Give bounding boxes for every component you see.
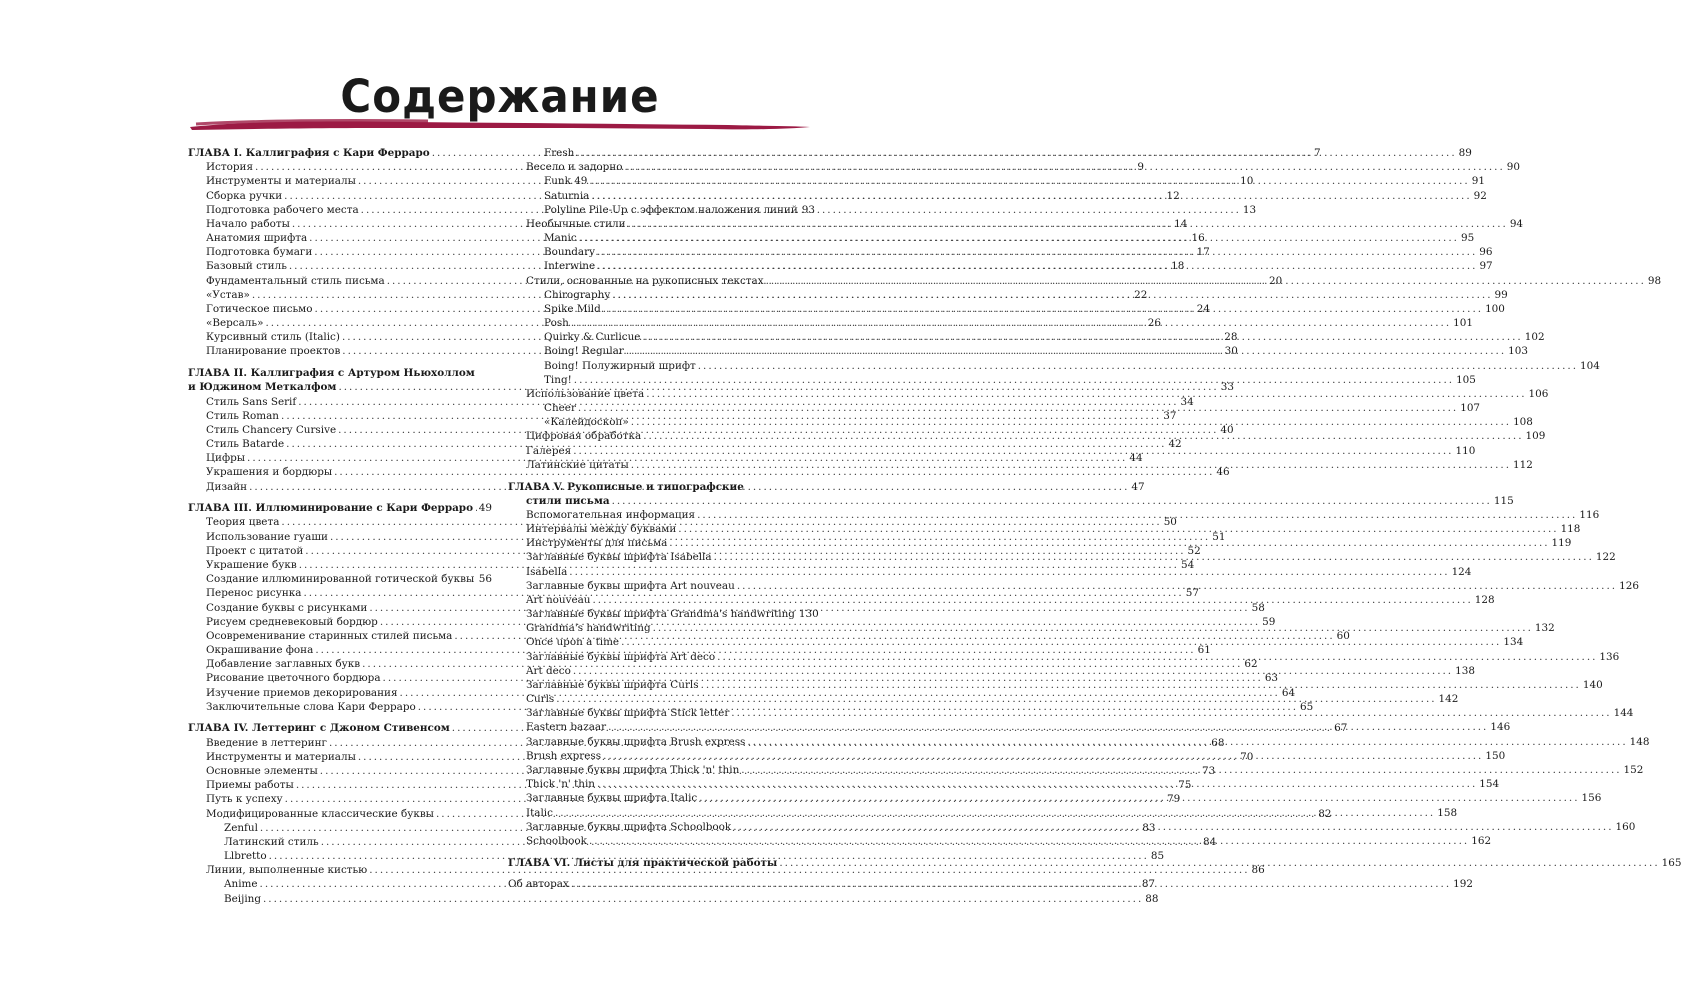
toc-entry-title: Boundary [544, 246, 595, 259]
toc-page-number: 136 [1599, 650, 1620, 663]
toc-page-number: 24 [1196, 302, 1211, 315]
dot-leader [597, 259, 1477, 273]
toc-entry-title: Украшение букв [206, 559, 297, 571]
toc-page-number: 150 [1485, 749, 1506, 762]
dot-leader [603, 302, 1483, 316]
toc-entry-title: Заключительные слова Кари Ферраро [206, 700, 416, 713]
brush-stroke-divider [188, 116, 812, 132]
toc-entry-title: Весело и задорно [526, 161, 623, 174]
toc-entry-title: Beijing [224, 892, 261, 905]
toc-chapter [188, 366, 492, 380]
toc-entry [508, 160, 1521, 174]
toc-page-number: 83 [1142, 821, 1156, 834]
toc-entry-title: Осовременивание старинных стилей письма [206, 629, 453, 642]
toc-entry-title: Eastern bazaar [526, 721, 607, 734]
dot-leader [625, 160, 1505, 174]
toc-page-number: 22 [1134, 288, 1148, 301]
page-title: Содержание [340, 70, 660, 123]
toc-page-number: 152 [1623, 763, 1644, 776]
toc-page-number: 84 [1202, 835, 1217, 848]
toc-entry-title: Стиль Roman [206, 409, 280, 422]
toc-entry-title: Цифры [206, 452, 246, 465]
toc-page-number: 86 [1251, 864, 1265, 877]
toc-entry-title: Заглавные буквы шрифта Grandma's handwriting [526, 608, 795, 621]
toc-entry [188, 863, 1265, 877]
toc-page-number: 142 [1438, 693, 1459, 706]
toc-page-number: 106 [1528, 387, 1549, 400]
dot-leader [475, 501, 477, 515]
toc-page-number: 98 [1647, 274, 1662, 287]
toc-entry [188, 465, 1230, 479]
toc-entry-title: Сборка ручки [206, 189, 283, 202]
toc-entry-title: Ting! [544, 373, 572, 386]
dot-leader [593, 593, 1473, 607]
toc-page-number: 96 [1479, 246, 1493, 259]
toc-entry-title: Posh [544, 317, 569, 330]
toc-entry-title: Латинские цитаты [526, 458, 629, 471]
toc-entry-title: Об авторах [508, 878, 569, 891]
toc-page-number: 62 [1244, 658, 1258, 671]
toc-page-number: 64 [1281, 686, 1296, 699]
toc-entry-title: ГЛАВА IV. Леттеринг с Джоном Стивенсом [188, 722, 450, 735]
toc-page-number: 17 [1196, 246, 1210, 259]
toc-entry-title: Стиль Sans Serif [206, 395, 297, 408]
toc-page-number: 101 [1453, 317, 1473, 330]
toc-entry-title: Готическое письмо [206, 302, 313, 315]
toc-entry-title: Isabella [526, 565, 568, 578]
toc-page-number: 95 [1460, 232, 1475, 245]
dot-leader [653, 621, 1533, 635]
toc-page-number: 91 [1471, 175, 1485, 188]
toc-entry-title: Добавление заглавных букв [206, 658, 361, 671]
toc-page-number: 63 [1264, 672, 1279, 685]
dot-leader [573, 444, 1453, 458]
toc-page-number: 126 [1619, 579, 1639, 592]
toc-entry-title: Art nouveau [526, 593, 591, 606]
dot-leader [699, 791, 1579, 805]
toc-entry-title: Заглавные буквы шрифта Brush express [526, 735, 746, 748]
toc-entry-title: Инструменты и материалы [206, 175, 356, 188]
dot-leader [569, 565, 1449, 579]
toc-page-number: 16 [1191, 232, 1205, 245]
toc-entry-title: Once upon a time [526, 636, 620, 649]
toc-entry-title: Перенос рисунка [206, 587, 302, 600]
toc-page-number: 107 [1460, 402, 1481, 415]
toc-page-number: 28 [1224, 331, 1238, 344]
brush-stroke [190, 122, 810, 130]
dot-leader [731, 706, 1611, 720]
toc-entry-title: Стиль Chancery Cursive [206, 423, 337, 436]
dot-leader [741, 763, 1621, 777]
toc-page-number: 105 [1456, 373, 1476, 386]
dot-leader [555, 806, 1435, 820]
dot-leader [678, 522, 1558, 536]
toc-page-number: 118 [1560, 523, 1581, 536]
toc-page-number: 47 [1131, 480, 1145, 493]
toc-page-number: 34 [1180, 395, 1194, 408]
toc-entry-title: Необычные стили [526, 217, 626, 230]
toc-chapter [508, 494, 1514, 508]
dot-leader [697, 508, 1577, 522]
dot-leader [717, 650, 1597, 664]
toc-entry-title: Основные элементы [206, 765, 318, 777]
toc-page-number: 144 [1613, 707, 1634, 720]
toc-page-number: 42 [1168, 438, 1182, 451]
section-spacer [188, 714, 492, 722]
dot-leader [578, 401, 1458, 415]
toc-page-number: 73 [1202, 765, 1216, 777]
toc-page-number: 103 [1508, 345, 1528, 358]
toc-page-number: 146 [1490, 721, 1511, 734]
toc-page-number: 49 [478, 502, 492, 515]
dot-leader [747, 735, 1627, 749]
toc-entry-title: ГЛАВА V. Рукописные и типографские [508, 480, 744, 493]
toc-page-number: 119 [1551, 537, 1572, 550]
toc-entry-title: Подготовка рабочего места [206, 203, 359, 216]
toc-page-number: 82 [1318, 807, 1332, 820]
toc-page-number: 56 [478, 573, 492, 586]
toc-entry-title: Заглавные буквы шрифта Curls [526, 678, 699, 691]
toc-page-number: 99 [1494, 288, 1508, 301]
toc-entry-title: Рисование цветочного бордюра [206, 672, 381, 685]
toc-page-number: 192 [1453, 878, 1473, 891]
dot-leader [589, 174, 1469, 188]
toc-page-number: 54 [1180, 559, 1195, 571]
toc-entry-title: Латинский стиль [224, 835, 319, 848]
toc-page-number: 160 [1615, 820, 1636, 833]
toc-page-number: 156 [1581, 792, 1602, 805]
dot-leader [643, 429, 1523, 443]
toc-entry-title: Фундаментальный стиль письма [206, 274, 385, 287]
dot-leader [779, 856, 1659, 870]
dot-leader [669, 536, 1549, 550]
toc-page-number: 138 [1455, 664, 1475, 677]
toc-entry-title: Изучение приемов декорирования [206, 686, 398, 699]
toc-page-number: 154 [1479, 778, 1500, 791]
toc-page-number: 89 [1458, 147, 1472, 159]
toc-page-number: 132 [1534, 622, 1555, 635]
toc-page-number: 57 [1185, 587, 1199, 600]
toc-page-number: 110 [1455, 444, 1476, 457]
toc-page-number: 51 [1212, 530, 1226, 543]
toc-entry-title: Заглавные буквы шрифта Art deco [526, 650, 716, 663]
dot-leader [621, 635, 1501, 649]
toc-subentry [508, 146, 1472, 160]
toc-subentry [508, 203, 815, 217]
toc-entry-title: Базовый стиль [206, 260, 287, 273]
toc-page-number: 162 [1471, 834, 1492, 847]
toc-entry-title: Подготовка бумаги [206, 246, 313, 259]
toc-entry-title: Cheer [544, 402, 576, 415]
toc-page-number: 58 [1251, 601, 1265, 614]
toc-entry-title: Polyline Pile-Up с эффектом наложения линий [544, 203, 798, 216]
dot-leader [612, 288, 1492, 302]
toc-page-number: 75 [1178, 779, 1192, 792]
dot-leader [628, 217, 1508, 231]
toc-entry-title: Fresh [544, 147, 575, 159]
toc-page-number: 90 [1506, 161, 1521, 174]
toc-page-number: 108 [1513, 416, 1533, 429]
toc-page-number: 20 [1268, 274, 1283, 287]
toc-entry-title: Anime [224, 878, 258, 891]
toc-page-number: 9 [1137, 161, 1144, 174]
toc-entry-title: Приемы работы [206, 779, 294, 792]
toc-entry-title: Цифровая обработка [526, 430, 642, 443]
dot-leader [698, 359, 1578, 373]
toc-entry-title: Окрашивание фона [206, 644, 314, 657]
toc-entry-title: Brush express [526, 749, 602, 762]
toc-entry-title: Interwine [544, 260, 596, 273]
toc-entry-title: «Калейдоскоп» [544, 416, 629, 429]
toc-entry [188, 515, 1177, 529]
toc-entry-title: Заглавные буквы шрифта Stick letter [526, 707, 730, 720]
toc-page-number: 67 [1334, 722, 1348, 735]
toc-page-number: 128 [1474, 593, 1495, 606]
toc-entry-title: Проект с цитатой [206, 544, 304, 557]
toc-entry-title: Модифицированные классические буквы [206, 807, 434, 820]
toc-entry-title: Thick 'n' thin [526, 778, 595, 791]
toc-entry-title: Заглавные буквы шрифта Schoolbook [526, 820, 732, 833]
toc-page-number: 85 [1150, 850, 1165, 863]
dot-leader [608, 720, 1488, 734]
toc-entry-title: Manic [544, 232, 577, 245]
section-spacer [188, 494, 492, 502]
toc-entry-title: Курсивный стиль (Italic) [206, 331, 340, 344]
toc-page-number: 165 [1661, 856, 1681, 869]
section-spacer [508, 848, 808, 856]
toc-page-number: 115 [1493, 494, 1514, 507]
toc-page-number: 7 [1314, 147, 1321, 159]
toc-page-number: 18 [1171, 260, 1185, 273]
toc-page-number: 50 [1163, 516, 1177, 529]
toc-page-number: 46 [1216, 466, 1230, 479]
toc-page-number: 116 [1579, 508, 1600, 521]
toc-entry-title: Funk 49 [544, 175, 588, 188]
dot-leader [631, 415, 1511, 429]
dot-leader [646, 387, 1526, 401]
toc-page-number: 79 [1166, 793, 1181, 806]
toc-page-number: 102 [1524, 331, 1545, 344]
toc-entry-title: Schoolbook [526, 834, 587, 847]
toc-page-number: 44 [1129, 452, 1143, 465]
toc-entry-title: Инструменты для письма [526, 537, 668, 550]
toc-entry [508, 508, 1600, 522]
toc-entry-title: Стиль Batarde [206, 438, 285, 451]
dot-leader [591, 189, 1471, 203]
dot-leader [631, 458, 1511, 472]
toc-page-number: 30 [1224, 345, 1238, 358]
toc-page-number: 93 [801, 203, 815, 216]
dot-leader [737, 579, 1617, 593]
toc-page-number: 122 [1595, 551, 1616, 564]
toc-page-number: 13 [1242, 203, 1257, 216]
dot-leader [733, 820, 1613, 834]
toc-entry-title: Стили, основанные на рукописных текстах [526, 274, 764, 287]
toc-entry-title: Заглавные буквы шрифта Italic [526, 792, 698, 805]
toc-entry-title: Рисуем средневековый бордюр [206, 615, 378, 628]
toc-entry-title: ГЛАВА II. Каллиграфия с Артуром Ньюхоллом [188, 367, 475, 380]
toc-entry-title: Заглавные буквы шрифта Isabella [526, 551, 712, 564]
toc-chapter [188, 501, 492, 515]
toc-entry-title: История [206, 161, 254, 174]
toc-page-number: 70 [1240, 750, 1254, 763]
toc-entry-title: и Юджином Меткалфом [188, 381, 337, 394]
toc-page-number: 109 [1525, 430, 1546, 443]
toc-entry-title: Путь к успеху [206, 793, 283, 806]
dot-leader [476, 572, 477, 586]
dot-leader [576, 146, 1456, 160]
toc-entry-title: Quirky & Curlicue [544, 331, 641, 344]
toc-entry-title: Украшения и бордюры [206, 466, 333, 479]
toc-entry-title: Галерея [526, 444, 572, 457]
toc-entry-title: Llbretto [224, 850, 267, 863]
toc-page-number: 68 [1211, 736, 1225, 749]
dot-leader [766, 274, 1646, 288]
toc-page-number: 94 [1509, 217, 1524, 230]
section-spacer [508, 472, 808, 480]
toc-page-number: 88 [1145, 892, 1159, 905]
toc-entry-title: Создание иллюминированной готической буквы [206, 573, 475, 586]
toc-page-number: 10 [1240, 175, 1254, 188]
toc-page-number: 140 [1582, 678, 1603, 691]
toc-page-number: 65 [1300, 700, 1314, 713]
toc-entry-title: Начало работы [206, 217, 290, 230]
toc-page-number: 12 [1166, 189, 1180, 202]
toc-page-number: 112 [1513, 458, 1533, 471]
dot-leader [571, 316, 1451, 330]
toc-page-number: 87 [1141, 878, 1156, 891]
toc-entry [508, 579, 1639, 593]
toc-entry-title: «Версаль» [206, 317, 264, 330]
dot-leader [579, 231, 1459, 245]
toc-page-number: 100 [1485, 302, 1505, 315]
toc-entry-title: Заглавные буквы шрифта Thick 'n' thin [526, 763, 740, 776]
toc-entry-title: Chirography [544, 288, 611, 301]
dot-leader [556, 692, 1436, 706]
toc-entry-title: Использование цвета [526, 387, 645, 400]
toc-page-number: 148 [1629, 735, 1650, 748]
section-spacer [508, 870, 808, 878]
toc-entry-title: Boing! Regular [544, 345, 624, 358]
dot-leader [612, 494, 1492, 508]
toc-page-number: 97 [1479, 260, 1493, 273]
toc-page-number: 33 [1220, 381, 1234, 394]
toc-entry-title: Введение в леттеринг [206, 736, 327, 749]
toc-entry-title: Curls [526, 693, 555, 706]
toc-page-number: 37 [1163, 409, 1177, 422]
toc-page-number: 14 [1174, 217, 1188, 230]
toc-entry-title: Saturnia [544, 189, 590, 202]
toc-entry-title: Инструменты и материалы [206, 750, 356, 763]
toc-entry-title: Планирование проектов [206, 345, 341, 358]
dot-leader [589, 834, 1469, 848]
toc-chapter [508, 480, 808, 494]
dot-leader [597, 245, 1477, 259]
dot-leader [263, 892, 1143, 906]
toc-entry-title: Italic [526, 806, 553, 819]
dot-leader [573, 664, 1453, 678]
toc-page-number: 104 [1580, 359, 1600, 372]
dot-leader [701, 678, 1581, 692]
dot-leader [603, 749, 1483, 763]
toc-page-number: 59 [1262, 615, 1276, 628]
toc-subentry [508, 359, 1600, 373]
toc-page-number: 60 [1336, 629, 1350, 642]
toc-entry-title: Вспомогательная информация [526, 508, 696, 521]
toc-page-number: 40 [1220, 423, 1234, 436]
toc-entry-title: ГЛАВА VI. Листы для практической работы [508, 856, 778, 869]
toc-page-number: 158 [1437, 806, 1458, 819]
toc-page-number: 130 [798, 608, 819, 621]
toc-entry-title: Интервалы между буквами [526, 523, 677, 536]
toc-entry-title: ГЛАВА III. Иллюминирование с Кари Ферраро [188, 502, 474, 515]
dot-leader [574, 373, 1454, 387]
toc-entry-title: Art deco [526, 664, 571, 677]
toc-entry-title: Spike Mild [544, 302, 601, 315]
toc-entry-title: Grandma's handwriting [526, 622, 651, 635]
toc-entry-title: стили письма [526, 494, 610, 507]
toc-entry-title: ГЛАВА I. Каллиграфия с Кари Ферраро [188, 147, 430, 159]
dot-leader [642, 330, 1522, 344]
toc-page-number: 52 [1187, 544, 1201, 557]
toc-page-number: 92 [1473, 189, 1487, 202]
toc-page-number: 124 [1451, 565, 1472, 578]
toc-entry [188, 572, 492, 586]
toc-entry-title: Использование гуаши [206, 530, 328, 543]
section-spacer [188, 359, 492, 367]
toc-entry-title: Boing! Полужирный шрифт [544, 359, 696, 372]
toc-entry-title: Дизайн [206, 480, 248, 493]
toc-entry-title: «Устав» [206, 288, 250, 301]
toc-entry-title: Анатомия шрифта [206, 232, 308, 245]
toc-entry-title: Zenful [224, 821, 258, 834]
toc-entry-title: Заглавные буквы шрифта Art nouveau [526, 579, 735, 592]
dot-leader [714, 550, 1594, 564]
toc-entry [508, 607, 819, 621]
dot-leader [626, 344, 1506, 358]
toc-entry-title: Создание буквы с рисунками [206, 601, 368, 614]
toc-page-number: 26 [1147, 317, 1161, 330]
dot-leader [571, 877, 1451, 891]
toc-page-number: 134 [1503, 636, 1524, 649]
toc-subentry [508, 373, 1476, 387]
toc-page-number: 61 [1197, 644, 1211, 657]
toc-subentry [188, 892, 1159, 906]
dot-leader [597, 777, 1477, 791]
toc-entry-title: Линии, выполненные кистью [206, 864, 368, 877]
toc-entry-title: Теория цвета [206, 516, 280, 529]
